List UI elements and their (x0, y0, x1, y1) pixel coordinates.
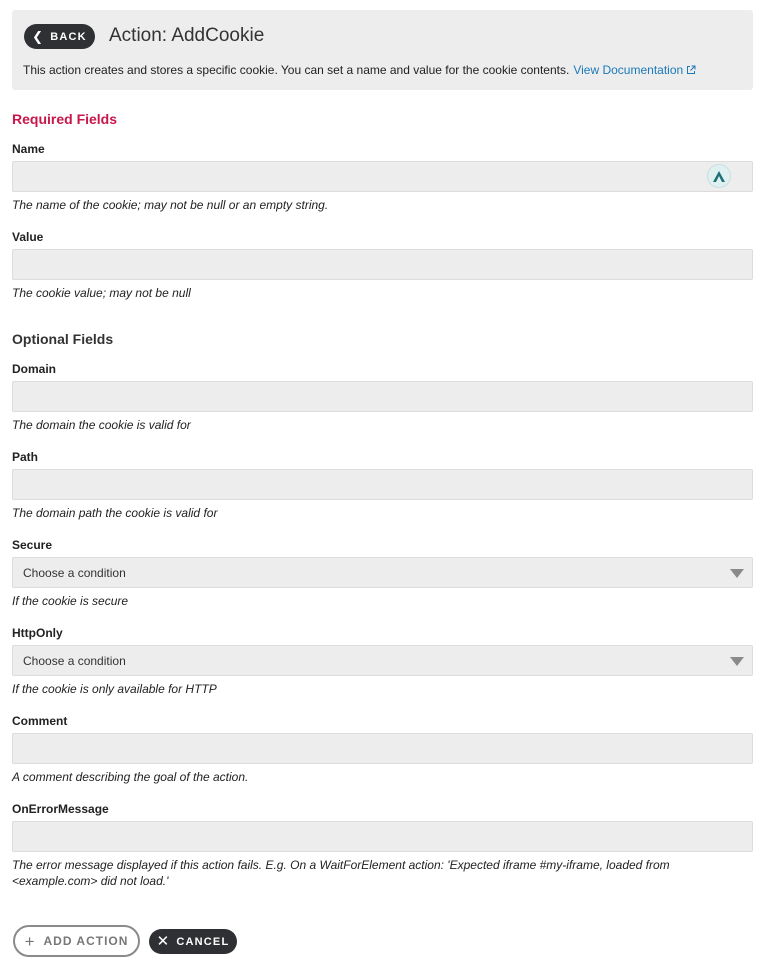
triangle-down-icon (730, 569, 744, 578)
httponly-select[interactable] (12, 645, 753, 676)
browser-extension-icon[interactable] (707, 164, 731, 188)
path-label: Path (12, 450, 39, 464)
chevron-left-icon: ❮ (32, 29, 45, 44)
path-help: The domain path the cookie is valid for (12, 506, 218, 520)
external-link-icon (686, 65, 696, 75)
onerrormessage-input[interactable] (12, 821, 753, 852)
secure-label: Secure (12, 538, 53, 552)
value-help: The cookie value; may not be null (12, 286, 191, 300)
name-input[interactable] (12, 161, 753, 192)
httponly-selected-value: Choose a condition (23, 654, 126, 668)
secure-selected-value: Choose a condition (23, 566, 126, 580)
comment-help: A comment describing the goal of the action. (12, 770, 249, 784)
action-description (23, 63, 696, 77)
name-help: The name of the cookie; may not be null or an empty string. (12, 198, 329, 212)
comment-label: Comment (12, 714, 68, 728)
secure-select[interactable] (12, 557, 753, 588)
x-icon: ✕ (156, 933, 171, 950)
domain-help: The domain the cookie is valid for (12, 418, 191, 432)
cancel-button[interactable] (149, 929, 237, 954)
plus-icon: + (24, 931, 36, 951)
add-action-label: ADD ACTION (43, 934, 129, 948)
documentation-link-label: View Documentation (573, 63, 684, 77)
onerrormessage-help: The error message displayed if this action fails. E.g. On a WaitForElement action: 'Expected iframe #my-iframe, loaded from <example.com> did not load.' (12, 858, 670, 888)
httponly-label: HttpOnly (12, 626, 63, 640)
view-documentation-link[interactable] (573, 63, 696, 77)
name-label: Name (12, 142, 45, 156)
httponly-help: If the cookie is only available for HTTP (12, 682, 217, 696)
domain-input[interactable] (12, 381, 753, 412)
page-title: Action: AddCookie (109, 25, 265, 46)
back-button[interactable] (24, 24, 95, 49)
path-input[interactable] (12, 469, 753, 500)
value-label: Value (12, 230, 44, 244)
required-fields-heading: Required Fields (12, 111, 118, 127)
comment-input[interactable] (12, 733, 753, 764)
optional-fields-heading: Optional Fields (12, 331, 114, 347)
cancel-label: CANCEL (176, 935, 230, 948)
add-action-button[interactable] (13, 925, 140, 957)
back-button-label: BACK (50, 30, 87, 43)
triangle-down-icon (730, 657, 744, 666)
domain-label: Domain (12, 362, 57, 376)
action-header (12, 10, 753, 90)
value-input[interactable] (12, 249, 753, 280)
description-text: This action creates and stores a specific cookie. You can set a name and value for the cookie contents. (23, 63, 570, 77)
onerrormessage-label: OnErrorMessage (12, 802, 109, 816)
secure-help: If the cookie is secure (12, 594, 129, 608)
